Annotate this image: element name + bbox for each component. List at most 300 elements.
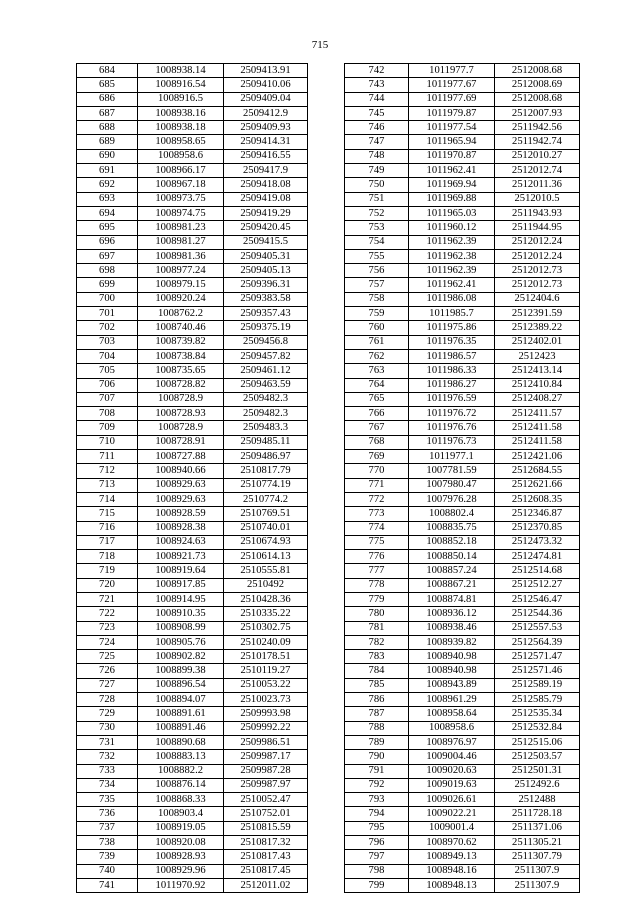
point-number-cell: 796 — [345, 836, 409, 850]
x-coordinate-cell: 1008903.4 — [138, 807, 224, 821]
table-row — [77, 392, 308, 406]
x-coordinate-cell: 1008919.64 — [138, 564, 224, 578]
y-coordinate-cell: 2510752.01 — [224, 807, 308, 821]
point-number-cell: 701 — [77, 307, 138, 321]
x-coordinate-cell: 1008929.63 — [138, 492, 224, 506]
coordinate-table-right-body — [345, 64, 580, 893]
point-number-cell: 788 — [345, 721, 409, 735]
table-row — [345, 121, 580, 135]
point-number-cell: 737 — [77, 821, 138, 835]
y-coordinate-cell: 2512411.58 — [495, 435, 580, 449]
y-coordinate-cell: 2512008.69 — [495, 78, 580, 92]
point-number-cell: 746 — [345, 121, 409, 135]
table-row — [77, 249, 308, 263]
point-number-cell: 781 — [345, 621, 409, 635]
table-row — [345, 807, 580, 821]
y-coordinate-cell: 2512501.31 — [495, 764, 580, 778]
y-coordinate-cell: 2509456.8 — [224, 335, 308, 349]
point-number-cell: 691 — [77, 164, 138, 178]
point-number-cell: 733 — [77, 764, 138, 778]
y-coordinate-cell: 2512011.36 — [495, 178, 580, 192]
table-row — [77, 750, 308, 764]
x-coordinate-cell: 1008967.18 — [138, 178, 224, 192]
x-coordinate-cell: 1009004.46 — [409, 750, 495, 764]
point-number-cell: 729 — [77, 707, 138, 721]
x-coordinate-cell: 1008919.05 — [138, 821, 224, 835]
table-row — [77, 164, 308, 178]
x-coordinate-cell: 1011969.94 — [409, 178, 495, 192]
table-row — [77, 564, 308, 578]
table-row — [77, 321, 308, 335]
x-coordinate-cell: 1011986.33 — [409, 364, 495, 378]
y-coordinate-cell: 2510240.09 — [224, 635, 308, 649]
y-coordinate-cell: 2512532.84 — [495, 721, 580, 735]
y-coordinate-cell: 2509993.98 — [224, 707, 308, 721]
y-coordinate-cell: 2509405.31 — [224, 249, 308, 263]
table-row — [77, 807, 308, 821]
table-row — [345, 64, 580, 78]
point-number-cell: 704 — [77, 349, 138, 363]
x-coordinate-cell: 1011985.7 — [409, 307, 495, 321]
y-coordinate-cell: 2510817.45 — [224, 864, 308, 878]
table-row — [77, 507, 308, 521]
y-coordinate-cell: 2509457.82 — [224, 349, 308, 363]
point-number-cell: 723 — [77, 621, 138, 635]
x-coordinate-cell: 1008981.27 — [138, 235, 224, 249]
table-row — [345, 135, 580, 149]
y-coordinate-cell: 2512410.84 — [495, 378, 580, 392]
table-row — [77, 864, 308, 878]
table-row — [345, 178, 580, 192]
point-number-cell: 697 — [77, 249, 138, 263]
point-number-cell: 798 — [345, 864, 409, 878]
y-coordinate-cell: 2509419.08 — [224, 192, 308, 206]
point-number-cell: 761 — [345, 335, 409, 349]
point-number-cell: 686 — [77, 92, 138, 106]
table-row — [345, 278, 580, 292]
x-coordinate-cell: 1008738.84 — [138, 349, 224, 363]
table-row — [345, 836, 580, 850]
table-row — [77, 206, 308, 220]
x-coordinate-cell: 1008920.08 — [138, 836, 224, 850]
x-coordinate-cell: 1008976.97 — [409, 735, 495, 749]
table-row — [345, 478, 580, 492]
y-coordinate-cell: 2511728.18 — [495, 807, 580, 821]
x-coordinate-cell: 1009019.63 — [409, 778, 495, 792]
y-coordinate-cell: 2510674.93 — [224, 535, 308, 549]
table-row — [77, 478, 308, 492]
y-coordinate-cell: 2512402.01 — [495, 335, 580, 349]
y-coordinate-cell: 2512488 — [495, 793, 580, 807]
x-coordinate-cell: 1008943.89 — [409, 678, 495, 692]
x-coordinate-cell: 1008938.46 — [409, 621, 495, 635]
x-coordinate-cell: 1008874.81 — [409, 592, 495, 606]
point-number-cell: 711 — [77, 450, 138, 464]
point-number-cell: 792 — [345, 778, 409, 792]
point-number-cell: 738 — [77, 836, 138, 850]
table-row — [77, 850, 308, 864]
table-row — [77, 421, 308, 435]
table-row — [345, 693, 580, 707]
point-number-cell: 794 — [345, 807, 409, 821]
y-coordinate-cell: 2512571.46 — [495, 664, 580, 678]
table-row — [345, 721, 580, 735]
x-coordinate-cell: 1008929.96 — [138, 864, 224, 878]
x-coordinate-cell: 1008914.95 — [138, 592, 224, 606]
point-number-cell: 773 — [345, 507, 409, 521]
x-coordinate-cell: 1011977.7 — [409, 64, 495, 78]
x-coordinate-cell: 1008894.07 — [138, 693, 224, 707]
y-coordinate-cell: 2509409.93 — [224, 121, 308, 135]
table-row — [345, 592, 580, 606]
point-number-cell: 789 — [345, 735, 409, 749]
y-coordinate-cell: 2509987.28 — [224, 764, 308, 778]
x-coordinate-cell: 1011962.41 — [409, 278, 495, 292]
table-row — [345, 421, 580, 435]
x-coordinate-cell: 1008940.98 — [409, 664, 495, 678]
y-coordinate-cell: 2512585.79 — [495, 693, 580, 707]
table-row — [77, 235, 308, 249]
y-coordinate-cell: 2512515.06 — [495, 735, 580, 749]
x-coordinate-cell: 1011976.76 — [409, 421, 495, 435]
x-coordinate-cell: 1011977.1 — [409, 450, 495, 464]
x-coordinate-cell: 1011962.41 — [409, 164, 495, 178]
y-coordinate-cell: 2511942.56 — [495, 121, 580, 135]
point-number-cell: 718 — [77, 550, 138, 564]
x-coordinate-cell: 1008958.64 — [409, 707, 495, 721]
y-coordinate-cell: 2509482.3 — [224, 407, 308, 421]
point-number-cell: 684 — [77, 64, 138, 78]
point-number-cell: 714 — [77, 492, 138, 506]
x-coordinate-cell: 1008896.54 — [138, 678, 224, 692]
x-coordinate-cell: 1008938.14 — [138, 64, 224, 78]
y-coordinate-cell: 2512474.81 — [495, 550, 580, 564]
y-coordinate-cell: 2512010.5 — [495, 192, 580, 206]
point-number-cell: 762 — [345, 349, 409, 363]
table-row — [345, 264, 580, 278]
x-coordinate-cell: 1009026.61 — [409, 793, 495, 807]
point-number-cell: 690 — [77, 149, 138, 163]
x-coordinate-cell: 1011977.67 — [409, 78, 495, 92]
x-coordinate-cell: 1008939.82 — [409, 635, 495, 649]
point-number-cell: 774 — [345, 521, 409, 535]
point-number-cell: 793 — [345, 793, 409, 807]
point-number-cell: 776 — [345, 550, 409, 564]
coordinate-table-left-body — [77, 64, 308, 893]
x-coordinate-cell: 1008902.82 — [138, 650, 224, 664]
table-row — [345, 607, 580, 621]
point-number-cell: 730 — [77, 721, 138, 735]
table-row — [345, 392, 580, 406]
y-coordinate-cell: 2509486.97 — [224, 450, 308, 464]
table-row — [345, 521, 580, 535]
x-coordinate-cell: 1008921.73 — [138, 550, 224, 564]
point-number-cell: 795 — [345, 821, 409, 835]
y-coordinate-cell: 2509383.58 — [224, 292, 308, 306]
table-row — [345, 793, 580, 807]
table-row — [77, 821, 308, 835]
y-coordinate-cell: 2509419.29 — [224, 206, 308, 220]
table-row — [345, 450, 580, 464]
y-coordinate-cell: 2509405.13 — [224, 264, 308, 278]
y-coordinate-cell: 2509485.11 — [224, 435, 308, 449]
y-coordinate-cell: 2512557.53 — [495, 621, 580, 635]
table-row — [77, 307, 308, 321]
y-coordinate-cell: 2509992.22 — [224, 721, 308, 735]
x-coordinate-cell: 1011965.94 — [409, 135, 495, 149]
table-row — [345, 492, 580, 506]
x-coordinate-cell: 1011976.72 — [409, 407, 495, 421]
y-coordinate-cell: 2512413.14 — [495, 364, 580, 378]
y-coordinate-cell: 2512391.59 — [495, 307, 580, 321]
point-number-cell: 764 — [345, 378, 409, 392]
table-row — [77, 778, 308, 792]
y-coordinate-cell: 2511307.9 — [495, 878, 580, 892]
x-coordinate-cell: 1008728.9 — [138, 392, 224, 406]
table-row — [77, 735, 308, 749]
table-row — [77, 592, 308, 606]
x-coordinate-cell: 1009020.63 — [409, 764, 495, 778]
point-number-cell: 751 — [345, 192, 409, 206]
y-coordinate-cell: 2509415.5 — [224, 235, 308, 249]
y-coordinate-cell: 2509418.08 — [224, 178, 308, 192]
table-row — [77, 264, 308, 278]
x-coordinate-cell: 1011977.54 — [409, 121, 495, 135]
x-coordinate-cell: 1008924.63 — [138, 535, 224, 549]
y-coordinate-cell: 2511305.21 — [495, 836, 580, 850]
y-coordinate-cell: 2512411.58 — [495, 421, 580, 435]
point-number-cell: 744 — [345, 92, 409, 106]
point-number-cell: 749 — [345, 164, 409, 178]
y-coordinate-cell: 2509417.9 — [224, 164, 308, 178]
table-row — [345, 292, 580, 306]
point-number-cell: 768 — [345, 435, 409, 449]
point-number-cell: 707 — [77, 392, 138, 406]
x-coordinate-cell: 1008867.21 — [409, 578, 495, 592]
y-coordinate-cell: 2512684.55 — [495, 464, 580, 478]
table-row — [345, 850, 580, 864]
x-coordinate-cell: 1008929.63 — [138, 478, 224, 492]
table-row — [77, 435, 308, 449]
x-coordinate-cell: 1008928.59 — [138, 507, 224, 521]
table-row — [77, 464, 308, 478]
x-coordinate-cell: 1011976.73 — [409, 435, 495, 449]
x-coordinate-cell: 1011962.38 — [409, 249, 495, 263]
point-number-cell: 717 — [77, 535, 138, 549]
table-row — [345, 550, 580, 564]
x-coordinate-cell: 1011979.87 — [409, 106, 495, 120]
x-coordinate-cell: 1008739.82 — [138, 335, 224, 349]
point-number-cell: 780 — [345, 607, 409, 621]
table-row — [77, 278, 308, 292]
point-number-cell: 724 — [77, 635, 138, 649]
x-coordinate-cell: 1008740.46 — [138, 321, 224, 335]
y-coordinate-cell: 2509987.17 — [224, 750, 308, 764]
point-number-cell: 790 — [345, 750, 409, 764]
x-coordinate-cell: 1008891.61 — [138, 707, 224, 721]
table-row — [345, 507, 580, 521]
point-number-cell: 735 — [77, 793, 138, 807]
table-row — [77, 78, 308, 92]
y-coordinate-cell: 2512473.32 — [495, 535, 580, 549]
point-number-cell: 756 — [345, 264, 409, 278]
y-coordinate-cell: 2512535.34 — [495, 707, 580, 721]
point-number-cell: 693 — [77, 192, 138, 206]
table-row — [77, 635, 308, 649]
y-coordinate-cell: 2509413.91 — [224, 64, 308, 78]
table-row — [77, 178, 308, 192]
table-row — [77, 607, 308, 621]
x-coordinate-cell: 1008905.76 — [138, 635, 224, 649]
table-row — [77, 764, 308, 778]
x-coordinate-cell: 1011969.88 — [409, 192, 495, 206]
table-row — [77, 149, 308, 163]
x-coordinate-cell: 1008868.33 — [138, 793, 224, 807]
table-row — [345, 364, 580, 378]
x-coordinate-cell: 1008981.23 — [138, 221, 224, 235]
point-number-cell: 783 — [345, 650, 409, 664]
y-coordinate-cell: 2511943.93 — [495, 206, 580, 220]
table-row — [77, 192, 308, 206]
point-number-cell: 736 — [77, 807, 138, 821]
x-coordinate-cell: 1007976.28 — [409, 492, 495, 506]
y-coordinate-cell: 2509410.06 — [224, 78, 308, 92]
table-row — [77, 535, 308, 549]
point-number-cell: 779 — [345, 592, 409, 606]
x-coordinate-cell: 1007781.59 — [409, 464, 495, 478]
y-coordinate-cell: 2509986.51 — [224, 735, 308, 749]
x-coordinate-cell: 1011977.69 — [409, 92, 495, 106]
y-coordinate-cell: 2509420.45 — [224, 221, 308, 235]
x-coordinate-cell: 1011976.59 — [409, 392, 495, 406]
point-number-cell: 696 — [77, 235, 138, 249]
x-coordinate-cell: 1008958.65 — [138, 135, 224, 149]
table-row — [345, 621, 580, 635]
table-row — [77, 221, 308, 235]
point-number-cell: 688 — [77, 121, 138, 135]
table-row — [77, 450, 308, 464]
x-coordinate-cell: 1011986.57 — [409, 349, 495, 363]
y-coordinate-cell: 2512389.22 — [495, 321, 580, 335]
x-coordinate-cell: 1008899.38 — [138, 664, 224, 678]
y-coordinate-cell: 2512546.47 — [495, 592, 580, 606]
point-number-cell: 716 — [77, 521, 138, 535]
point-number-cell: 727 — [77, 678, 138, 692]
point-number-cell: 754 — [345, 235, 409, 249]
x-coordinate-cell: 1008958.6 — [409, 721, 495, 735]
x-coordinate-cell: 1008977.24 — [138, 264, 224, 278]
x-coordinate-cell: 1011962.39 — [409, 264, 495, 278]
y-coordinate-cell: 2510614.13 — [224, 550, 308, 564]
x-coordinate-cell: 1008958.6 — [138, 149, 224, 163]
point-number-cell: 705 — [77, 364, 138, 378]
table-row — [345, 378, 580, 392]
y-coordinate-cell: 2510023.73 — [224, 693, 308, 707]
point-number-cell: 785 — [345, 678, 409, 692]
x-coordinate-cell: 1011965.03 — [409, 206, 495, 220]
table-row — [345, 564, 580, 578]
point-number-cell: 782 — [345, 635, 409, 649]
y-coordinate-cell: 2509396.31 — [224, 278, 308, 292]
table-row — [345, 321, 580, 335]
table-row — [345, 735, 580, 749]
table-row — [77, 378, 308, 392]
x-coordinate-cell: 1008910.35 — [138, 607, 224, 621]
point-number-cell: 709 — [77, 421, 138, 435]
y-coordinate-cell: 2510774.2 — [224, 492, 308, 506]
point-number-cell: 772 — [345, 492, 409, 506]
table-row — [345, 335, 580, 349]
point-number-cell: 726 — [77, 664, 138, 678]
x-coordinate-cell: 1011975.86 — [409, 321, 495, 335]
table-row — [345, 192, 580, 206]
y-coordinate-cell: 2512008.68 — [495, 64, 580, 78]
point-number-cell: 719 — [77, 564, 138, 578]
point-number-cell: 778 — [345, 578, 409, 592]
table-row — [345, 635, 580, 649]
point-number-cell: 695 — [77, 221, 138, 235]
point-number-cell: 753 — [345, 221, 409, 235]
y-coordinate-cell: 2509987.97 — [224, 778, 308, 792]
y-coordinate-cell: 2512011.02 — [224, 878, 308, 892]
y-coordinate-cell: 2512012.24 — [495, 235, 580, 249]
table-row — [345, 92, 580, 106]
point-number-cell: 742 — [345, 64, 409, 78]
table-row — [77, 793, 308, 807]
table-row — [77, 678, 308, 692]
y-coordinate-cell: 2512503.57 — [495, 750, 580, 764]
point-number-cell: 760 — [345, 321, 409, 335]
x-coordinate-cell: 1008948.16 — [409, 864, 495, 878]
y-coordinate-cell: 2512346.87 — [495, 507, 580, 521]
table-row — [345, 78, 580, 92]
table-row — [77, 335, 308, 349]
point-number-cell: 799 — [345, 878, 409, 892]
y-coordinate-cell: 2512007.93 — [495, 106, 580, 120]
x-coordinate-cell: 1008916.54 — [138, 78, 224, 92]
table-row — [77, 492, 308, 506]
point-number-cell: 752 — [345, 206, 409, 220]
point-number-cell: 741 — [77, 878, 138, 892]
y-coordinate-cell: 2510817.32 — [224, 836, 308, 850]
table-row — [345, 664, 580, 678]
point-number-cell: 703 — [77, 335, 138, 349]
point-number-cell: 728 — [77, 693, 138, 707]
table-row — [345, 249, 580, 263]
table-row — [77, 836, 308, 850]
point-number-cell: 784 — [345, 664, 409, 678]
table-row — [345, 821, 580, 835]
table-row — [345, 864, 580, 878]
point-number-cell: 777 — [345, 564, 409, 578]
point-number-cell: 745 — [345, 106, 409, 120]
y-coordinate-cell: 2510555.81 — [224, 564, 308, 578]
table-row — [345, 764, 580, 778]
y-coordinate-cell: 2512008.68 — [495, 92, 580, 106]
table-row — [77, 650, 308, 664]
table-row — [345, 464, 580, 478]
point-number-cell: 732 — [77, 750, 138, 764]
x-coordinate-cell: 1011970.92 — [138, 878, 224, 892]
table-row — [77, 106, 308, 120]
y-coordinate-cell: 2512012.73 — [495, 278, 580, 292]
y-coordinate-cell: 2512589.19 — [495, 678, 580, 692]
y-coordinate-cell: 2512492.6 — [495, 778, 580, 792]
y-coordinate-cell: 2510053.22 — [224, 678, 308, 692]
y-coordinate-cell: 2509409.04 — [224, 92, 308, 106]
x-coordinate-cell: 1011986.27 — [409, 378, 495, 392]
x-coordinate-cell: 1008762.2 — [138, 307, 224, 321]
